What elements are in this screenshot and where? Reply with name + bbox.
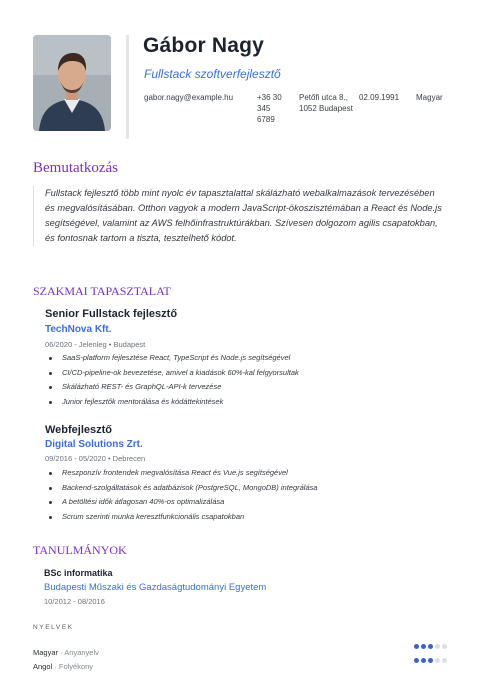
person-name: Gábor Nagy	[143, 34, 265, 57]
rating-dot-filled	[428, 644, 433, 649]
contact-address: Petőfi utca 8., 1052 Budapest	[299, 93, 353, 113]
language-level-separator: ·	[58, 648, 65, 657]
job-bullet-list	[47, 351, 299, 409]
job-title: Webfejlesztő	[45, 424, 113, 436]
rating-dot-filled	[428, 658, 433, 663]
experience-heading: SZAKMAI TAPASZTALAT	[33, 284, 171, 298]
rating-dot-filled	[414, 644, 419, 649]
language-name: Magyar	[33, 648, 59, 657]
job-bullet: Skálázható REST- és GraphQL-API-k tervezése	[47, 380, 299, 395]
job-title: Senior Fullstack fejlesztő	[45, 308, 178, 320]
rating-dot-filled	[421, 658, 426, 663]
contact-nationality: Magyar	[416, 93, 443, 102]
language-name: Angol	[33, 662, 53, 671]
rating-dot-filled	[414, 658, 419, 663]
language-level: Folyékony	[58, 662, 94, 671]
rating-dot-empty	[442, 658, 447, 663]
language-row	[33, 642, 447, 657]
education-degree: BSc informatika	[44, 568, 113, 578]
language-row	[33, 656, 447, 671]
job-bullet: CI/CD-pipeline-ok bevezetése, amivel a kiadások 60%-kal felgyorsultak	[47, 366, 299, 381]
languages-heading: NYELVEK	[33, 624, 74, 631]
job-bullet: Scrum szerinti munka keresztfunkcionális csapatokban	[47, 510, 318, 525]
contact-birth-date: 02.09.1991	[359, 93, 400, 102]
job-bullet: A betöltési idők átlagosan 40%-os optimalizálása	[47, 495, 318, 510]
education-heading: TANULMÁNYOK	[33, 543, 127, 557]
job-meta: 06/2020 - Jelenleg • Budapest	[45, 340, 146, 349]
job-company: Digital Solutions Zrt.	[45, 439, 143, 450]
language-level-separator: ·	[52, 662, 59, 671]
job-bullet-list	[47, 466, 318, 524]
education-school: Budapesti Műszaki és Gazdaságtudományi Egyetem	[44, 582, 267, 593]
language-rating	[414, 658, 447, 663]
contact-email[interactable]: gabor.nagy@example.hu	[144, 93, 234, 102]
job-bullet: Junior fejlesztők mentorálása és kódáttekintések	[47, 395, 299, 410]
contact-phone[interactable]: +36 30 345 6789	[257, 93, 282, 124]
intro-text: Fullstack fejlesztő több mint nyolc év tapasztalattal skálázható webalkalmazások tervezésében és megvalósításában. Otthon vagyok a modern JavaScript-ökoszisztémában a React és Node.js segítségével, valamint az AWS felhőinfrastruktúrákban. Szívesen dolgozom agilis csapatokban, és fontosnak tartom a tiszta, tesztelhető kódot.	[33, 186, 445, 246]
profile-photo	[33, 35, 111, 131]
job-bullet: Backend-szolgáltatások és adatbázisok (PostgreSQL, MongoDB) integrálása	[47, 481, 318, 496]
education-dates: 10/2012 - 08/2016	[44, 597, 105, 606]
profile-photo-illustration	[33, 35, 111, 131]
rating-dot-filled	[421, 644, 426, 649]
job-bullet: SaaS-platform fejlesztése React, TypeScript és Node.js segítségével	[47, 351, 299, 366]
rating-dot-empty	[442, 644, 447, 649]
job-bullet: Reszponzív frontendek megvalósítása React és Vue.js segítségével	[47, 466, 318, 481]
job-company: TechNova Kft.	[45, 324, 112, 335]
language-level: Anyanyelv	[64, 648, 99, 657]
header-divider	[126, 35, 129, 139]
language-rating	[414, 644, 447, 649]
job-role: Fullstack szoftverfejlesztő	[144, 67, 281, 81]
rating-dot-empty	[435, 658, 440, 663]
intro-heading: Bemutatkozás	[33, 160, 118, 176]
rating-dot-empty	[435, 644, 440, 649]
job-meta: 09/2016 - 05/2020 • Debrecen	[45, 454, 146, 463]
